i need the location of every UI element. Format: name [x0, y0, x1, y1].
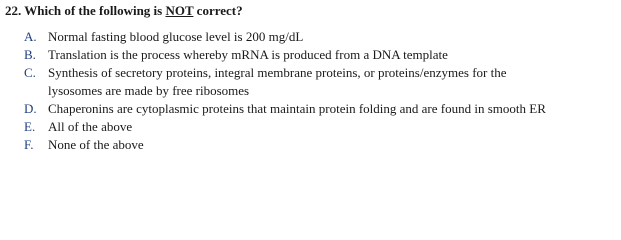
- option-e: [5, 118, 617, 136]
- option-letter: E.: [24, 119, 36, 134]
- question-stem: [5, 3, 617, 19]
- option-letter: D.: [24, 101, 37, 116]
- option-text-line: Chaperonins are cytoplasmic proteins that maintain protein folding and are found in smooth ER: [48, 101, 546, 116]
- option-d: [5, 100, 617, 118]
- option-text: [48, 100, 617, 118]
- option-f: [5, 136, 617, 154]
- option-text-line: Synthesis of secretory proteins, integral membrane proteins, or proteins/enzymes for the: [48, 65, 507, 80]
- option-text-line: All of the above: [48, 119, 133, 134]
- question-number: 22.: [5, 3, 22, 18]
- option-c: [5, 64, 617, 100]
- option-b: [5, 46, 617, 64]
- option-a: [5, 28, 617, 46]
- option-text: [48, 28, 617, 46]
- question-emphasis: NOT: [165, 3, 194, 18]
- option-letter: F.: [24, 137, 34, 152]
- option-text: [48, 64, 617, 100]
- option-letter: C.: [24, 65, 36, 80]
- option-letter: B.: [24, 47, 36, 62]
- option-text-line: lysosomes are made by free ribosomes: [48, 83, 250, 98]
- option-text: [48, 118, 617, 136]
- option-text: [48, 46, 617, 64]
- option-text: [48, 136, 617, 154]
- answer-options: [5, 28, 617, 154]
- question-suffix: correct?: [196, 3, 243, 18]
- question-prefix: Which of the following is: [24, 3, 163, 18]
- option-text-line: Normal fasting blood glucose level is 200 mg/dL: [48, 29, 304, 44]
- option-text-line: Translation is the process whereby mRNA is produced from a DNA template: [48, 47, 448, 62]
- question-block: [5, 3, 617, 154]
- option-letter: A.: [24, 29, 37, 44]
- option-text-line: None of the above: [48, 137, 144, 152]
